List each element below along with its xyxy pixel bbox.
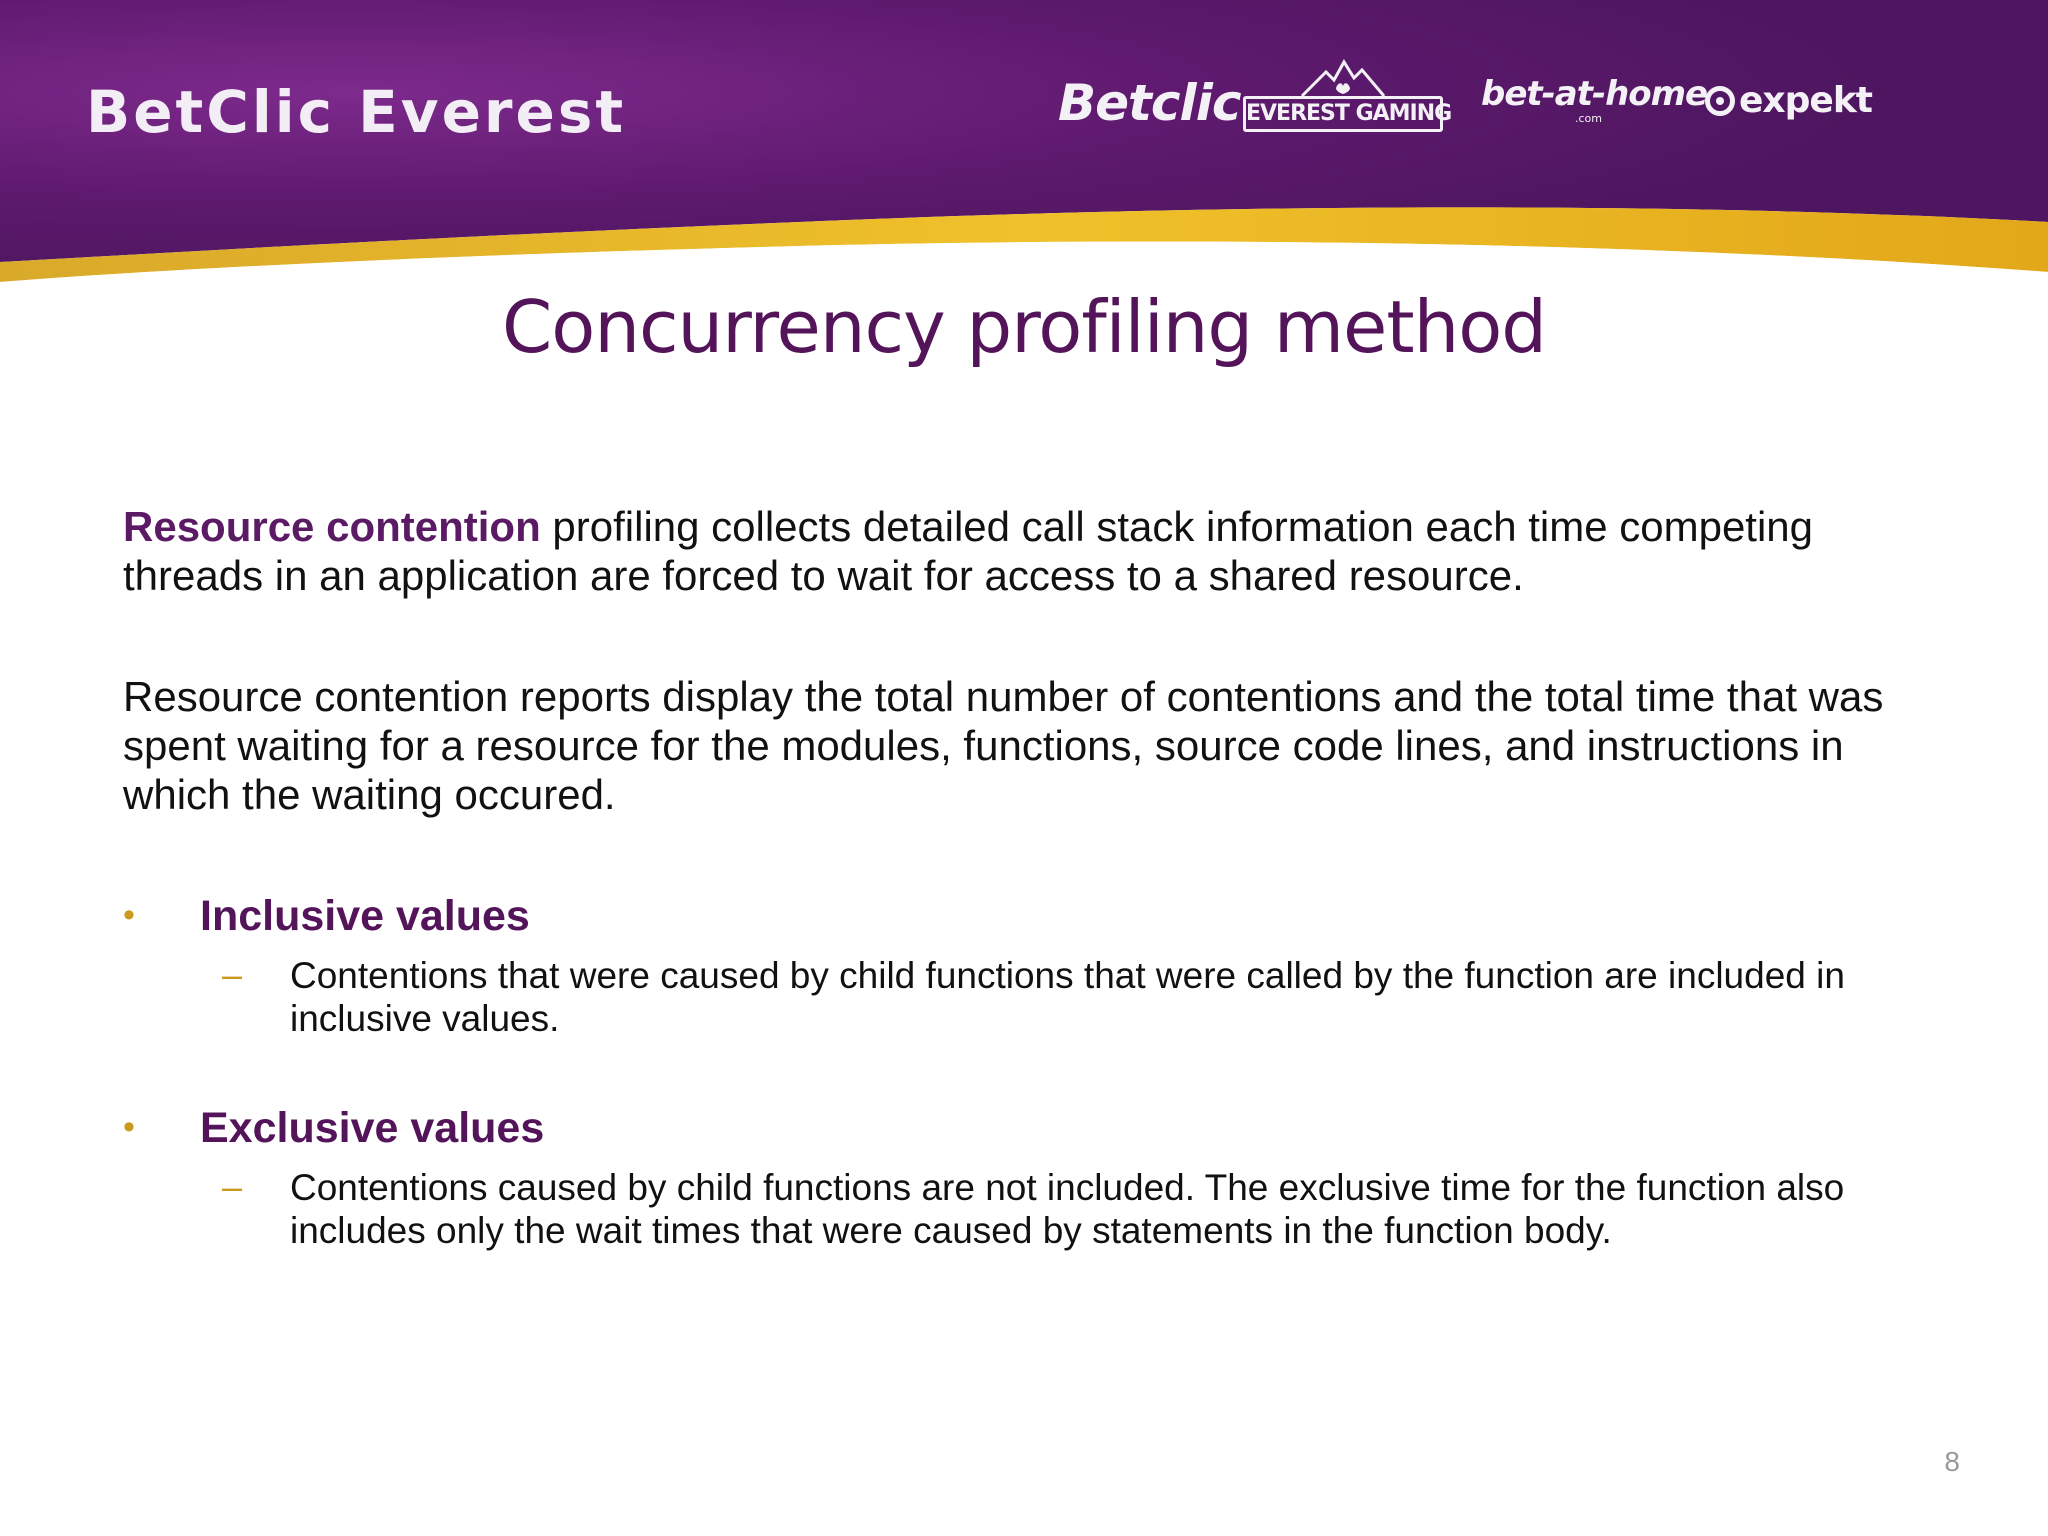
bullet-heading: Inclusive values: [200, 892, 530, 940]
reports-paragraph: Resource contention reports display the total number of contentions and the total time that was spent waiting for a resource for the modules, functions, source code lines, and instructions in which the waiting occured.: [123, 673, 1884, 818]
sub-bullet-marker: –: [222, 1166, 243, 1207]
intro-text: profiling collects detailed call stack information each time competing threads in an application are forced to wait for access to a shared resource.: [123, 503, 1814, 599]
brand-title: BetClic Everest: [86, 78, 627, 146]
sub-bullet-text: Contentions caused by child functions are not included. The exclusive time for the function also includes only the wait times that were caused by statements in the function body.: [290, 1167, 1845, 1251]
bullet-marker: •: [123, 1108, 135, 1146]
mountain-icon: [1300, 58, 1386, 98]
bet-at-home-logo: bet-at-home: [1481, 74, 1708, 114]
sub-bullet-text: Contentions that were caused by child functions that were called by the function are included in inclusive values.: [290, 955, 1845, 1039]
sub-bullet-marker: –: [222, 954, 243, 995]
page-number: 8: [1944, 1446, 1960, 1477]
expekt-logo: [1705, 80, 1872, 121]
bet-at-home-suffix: .com: [1575, 112, 1602, 125]
intro-paragraph: [123, 502, 1933, 600]
betclic-logo: Betclic: [1058, 74, 1241, 132]
header-banner: [0, 0, 2048, 290]
intro-emphasis: Resource contention: [123, 503, 541, 550]
slide-title: Concurrency profiling method: [502, 285, 1546, 369]
bullet-heading: Exclusive values: [200, 1104, 545, 1152]
expekt-mark-icon: [1705, 86, 1735, 116]
expekt-label: expekt: [1739, 80, 1872, 121]
everest-gaming-logo: EVEREST GAMING: [1243, 96, 1443, 132]
bullet-marker: •: [123, 896, 135, 934]
partner-logos: [1055, 60, 1955, 150]
